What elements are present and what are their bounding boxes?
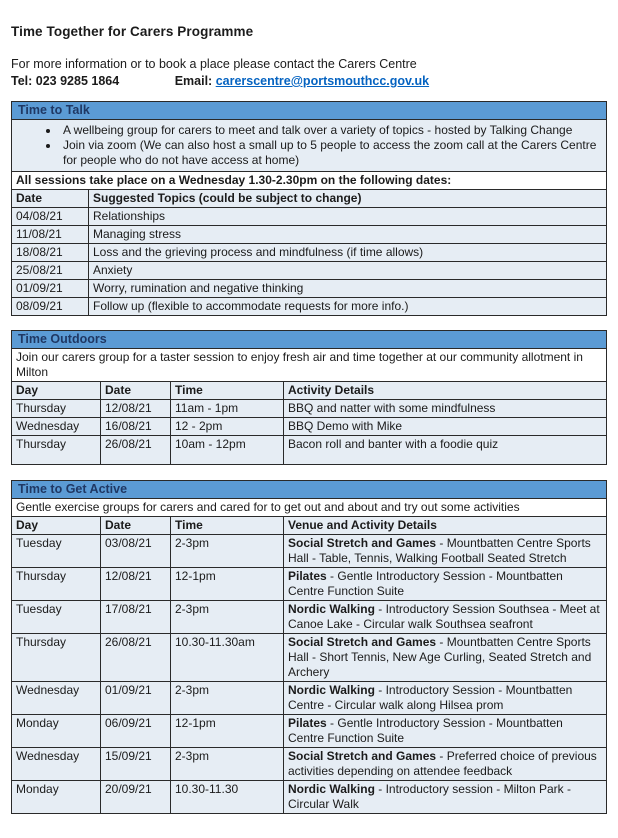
tel-number: 023 9285 1864	[35, 74, 120, 88]
topic-cell: Managing stress	[89, 226, 607, 244]
date-cell: 08/09/21	[12, 298, 89, 316]
activity-description: - Preferred choice of previous activities depending on attendee feedback	[288, 749, 597, 778]
venue-activity-cell	[284, 535, 607, 568]
day-cell: Thursday	[12, 436, 101, 465]
table-row	[12, 682, 607, 715]
topic-cell: Relationships	[89, 208, 607, 226]
bullet-item: • A wellbeing group for carers to meet and talk over a variety of topics - hosted by Talking Change	[60, 123, 602, 138]
day-cell: Tuesday	[12, 535, 101, 568]
venue-activity-cell	[284, 601, 607, 634]
column-header-date: Date	[12, 190, 89, 208]
column-header-activity: Activity Details	[284, 382, 607, 400]
date-cell: 11/08/21	[12, 226, 89, 244]
activity-name: Nordic Walking	[288, 602, 375, 616]
date-cell: 18/08/21	[12, 244, 89, 262]
table-row	[12, 568, 607, 601]
date-cell: 25/08/21	[12, 262, 89, 280]
topic-cell: Loss and the grieving process and mindfulness (if time allows)	[89, 244, 607, 262]
column-header-day: Day	[12, 517, 101, 535]
table-row	[12, 748, 607, 781]
column-header-day: Day	[12, 382, 101, 400]
table-row	[12, 262, 607, 280]
table-row	[12, 208, 607, 226]
table-row	[12, 244, 607, 262]
section-intro: Gentle exercise groups for carers and cared for to get out and about and try out some activities	[12, 499, 607, 517]
contact-info-text: For more information or to book a place please contact the Carers Centre	[11, 57, 417, 71]
table-row	[12, 280, 607, 298]
activity-name: Pilates	[288, 716, 327, 730]
day-cell: Tuesday	[12, 601, 101, 634]
time-cell: 12 - 2pm	[171, 418, 284, 436]
activity-name: Nordic Walking	[288, 782, 375, 796]
day-cell: Wednesday	[12, 748, 101, 781]
venue-activity-cell	[284, 682, 607, 715]
column-header-row	[12, 190, 607, 208]
activity-description: - Gentle Introductory Session - Mountbatten Centre Function Suite	[288, 569, 563, 598]
topic-cell: Worry, rumination and negative thinking	[89, 280, 607, 298]
table-row	[12, 715, 607, 748]
section-header-row	[12, 481, 607, 499]
day-cell: Monday	[12, 715, 101, 748]
page-title: Time Together for Carers Programme	[11, 24, 254, 39]
time-cell: 2-3pm	[171, 682, 284, 715]
table-row	[12, 436, 607, 465]
time-cell: 11am - 1pm	[171, 400, 284, 418]
activity-description: - Gentle Introductory Session - Mountbatten Centre Function Suite	[288, 716, 563, 745]
table-row	[12, 418, 607, 436]
day-cell: Monday	[12, 781, 101, 814]
column-header-topics: Suggested Topics (could be subject to change)	[89, 190, 607, 208]
sessions-note-row	[12, 172, 607, 190]
column-header-date: Date	[101, 517, 171, 535]
date-cell: 01/09/21	[101, 682, 171, 715]
time-outdoors-table	[11, 330, 607, 465]
date-cell: 15/09/21	[101, 748, 171, 781]
tel-label: Tel:	[11, 74, 33, 88]
venue-activity-cell	[284, 568, 607, 601]
venue-activity-cell	[284, 748, 607, 781]
activity-description: - Mountbatten Centre Sports Hall - Short Tennis, New Age Curling, Seated Stretch and Archery	[288, 635, 592, 679]
time-cell: 12-1pm	[171, 715, 284, 748]
activity-description: - Mountbatten Centre Sports Hall - Table, Tennis, Walking Football Seated Stretch	[288, 536, 591, 565]
date-cell: 26/08/21	[101, 634, 171, 682]
email-link[interactable]: carerscentre@portsmouthcc.gov.uk	[215, 74, 430, 88]
venue-activity-cell	[284, 781, 607, 814]
column-header-venue: Venue and Activity Details	[284, 517, 607, 535]
time-cell: 2-3pm	[171, 748, 284, 781]
time-to-get-active-table	[11, 480, 607, 814]
date-cell: 04/08/21	[12, 208, 89, 226]
section-header-time-to-get-active: Time to Get Active	[12, 481, 607, 499]
date-cell: 06/09/21	[101, 715, 171, 748]
section-header-time-to-talk: Time to Talk	[12, 102, 607, 120]
activity-name: Social Stretch and Games	[288, 635, 437, 649]
bullets-row	[12, 120, 607, 172]
activity-name: Social Stretch and Games	[288, 536, 437, 550]
intro-row	[12, 349, 607, 382]
column-header-time: Time	[171, 517, 284, 535]
activity-name: Pilates	[288, 569, 327, 583]
column-header-time: Time	[171, 382, 284, 400]
activity-cell: BBQ and natter with some mindfulness	[284, 400, 607, 418]
activity-cell: Bacon roll and banter with a foodie quiz	[284, 436, 607, 465]
intro-row	[12, 499, 607, 517]
date-cell: 20/09/21	[101, 781, 171, 814]
activity-name: Social Stretch and Games	[288, 749, 437, 763]
column-header-date: Date	[101, 382, 171, 400]
day-cell: Thursday	[12, 634, 101, 682]
table-row	[12, 226, 607, 244]
date-cell: 12/08/21	[101, 400, 171, 418]
sessions-note: All sessions take place on a Wednesday 1.30-2.30pm on the following dates:	[12, 172, 607, 190]
venue-activity-cell	[284, 634, 607, 682]
section-header-row	[12, 102, 607, 120]
table-row	[12, 781, 607, 814]
section-header-row	[12, 331, 607, 349]
time-to-talk-table	[11, 101, 607, 316]
topic-cell: Anxiety	[89, 262, 607, 280]
date-cell: 03/08/21	[101, 535, 171, 568]
activity-name: Nordic Walking	[288, 683, 375, 697]
bullet-list	[16, 123, 602, 168]
bullet-item: • Join via zoom (We can also host a small up to 5 people to access the zoom call at the Carers Centre for people who do not have access at home)	[60, 138, 602, 168]
section-intro: Join our carers group for a taster session to enjoy fresh air and time together at our community allotment in Milton	[12, 349, 607, 382]
time-cell: 10.30-11.30	[171, 781, 284, 814]
date-cell: 26/08/21	[101, 436, 171, 465]
section-header-time-outdoors: Time Outdoors	[12, 331, 607, 349]
activity-description: - Introductory session - Milton Park - Circular Walk	[288, 782, 571, 811]
activity-description: - Introductory Session Southsea - Meet at Canoe Lake - Circular walk Southsea seafront	[288, 602, 600, 631]
day-cell: Thursday	[12, 568, 101, 601]
activity-description: - Introductory Session - Mountbatten Centre - Circular walk along Hilsea prom	[288, 683, 573, 712]
topic-cell: Follow up (flexible to accommodate requests for more info.)	[89, 298, 607, 316]
column-header-row	[12, 382, 607, 400]
time-cell: 2-3pm	[171, 601, 284, 634]
date-cell: 12/08/21	[101, 568, 171, 601]
time-cell: 10.30-11.30am	[171, 634, 284, 682]
time-cell: 2-3pm	[171, 535, 284, 568]
column-header-row	[12, 517, 607, 535]
date-cell: 16/08/21	[101, 418, 171, 436]
table-row	[12, 535, 607, 568]
date-cell: 01/09/21	[12, 280, 89, 298]
date-cell: 17/08/21	[101, 601, 171, 634]
day-cell: Wednesday	[12, 682, 101, 715]
day-cell: Wednesday	[12, 418, 101, 436]
time-cell: 12-1pm	[171, 568, 284, 601]
table-row	[12, 601, 607, 634]
time-cell: 10am - 12pm	[171, 436, 284, 465]
day-cell: Thursday	[12, 400, 101, 418]
table-row	[12, 298, 607, 316]
email-label: Email:	[174, 74, 213, 88]
table-row	[12, 400, 607, 418]
table-row	[12, 634, 607, 682]
contact-details-line	[11, 74, 607, 88]
venue-activity-cell	[284, 715, 607, 748]
activity-cell: BBQ Demo with Mike	[284, 418, 607, 436]
